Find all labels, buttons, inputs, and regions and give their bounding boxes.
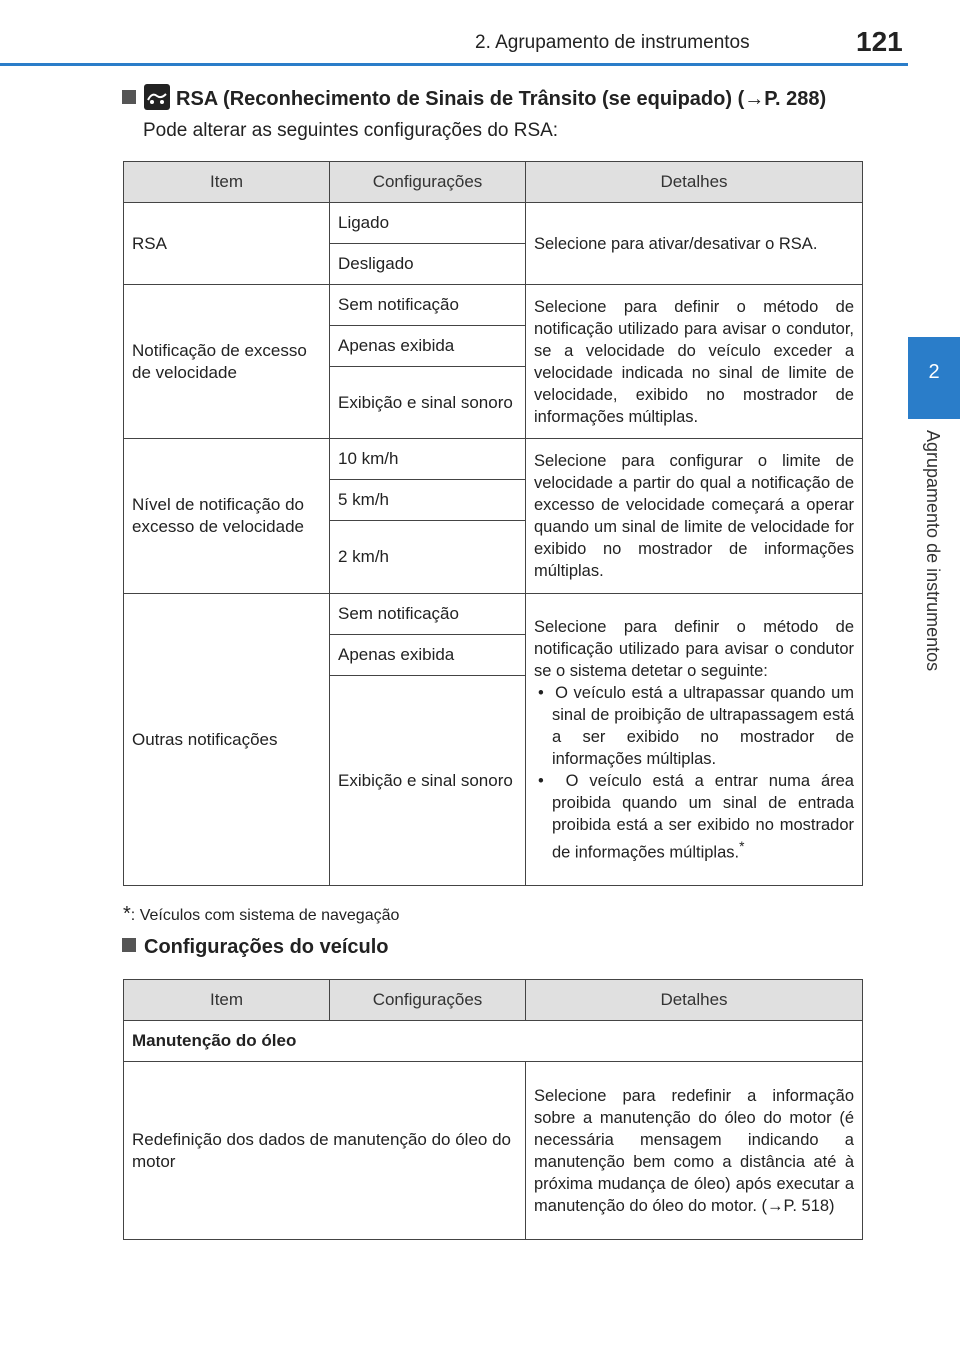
details-intro: Selecione para definir o método de notificação utilizado para avisar o condutor se o sistema detetar o seguinte: bbox=[534, 617, 854, 680]
details-cell: Selecione para ativar/desativar o RSA. bbox=[526, 203, 863, 285]
table-row bbox=[124, 1062, 863, 1240]
setting-cell: Ligado bbox=[330, 203, 526, 244]
table-group-row bbox=[124, 1021, 863, 1062]
section-intro: Pode alterar as seguintes configurações do RSA: bbox=[143, 120, 559, 141]
footnote-marker: * bbox=[739, 838, 745, 854]
setting-cell: Sem notificação bbox=[330, 594, 526, 635]
details-cell: Selecione para configurar o limite de velocidade a partir do qual a notificação de excesso de velocidade começará a operar quando um sinal de limite de velocidade for exibido no mostrador de informações múltiplas. bbox=[526, 439, 863, 594]
section-bullet-icon bbox=[122, 938, 136, 952]
setting-cell: 5 km/h bbox=[330, 480, 526, 521]
column-header: Item bbox=[124, 980, 330, 1021]
setting-cell: Apenas exibida bbox=[330, 326, 526, 367]
setting-cell: 10 km/h bbox=[330, 439, 526, 480]
rsa-sign-icon bbox=[144, 84, 170, 110]
table-header-row bbox=[124, 980, 863, 1021]
column-header: Detalhes bbox=[526, 980, 863, 1021]
footnote bbox=[123, 903, 399, 926]
item-cell: RSA bbox=[124, 203, 330, 285]
setting-cell: 2 km/h bbox=[330, 521, 526, 594]
vehicle-settings-table bbox=[123, 979, 863, 1240]
setting-cell: Apenas exibida bbox=[330, 635, 526, 676]
details-bullet: • O veículo está a ultrapassar quando um sinal de proibição de ultrapassagem está a ser exibido no mostrador de informações múltiplas. bbox=[538, 683, 854, 768]
item-cell: Nível de notificação do excesso de velocidade bbox=[124, 439, 330, 594]
group-cell: Manutenção do óleo bbox=[124, 1021, 863, 1062]
details-bullet: • O veículo está a entrar numa área proibida quando um sinal de entrada proibida está a ser exibido no mostrador de informações múltiplas.* bbox=[538, 771, 854, 862]
chapter-tab-number: 2 bbox=[908, 337, 960, 419]
section-heading-rsa bbox=[122, 84, 826, 111]
details-cell: Selecione para definir o método de notificação utilizado para avisar o condutor, se a velocidade do veículo exceder a velocidade indicada no sinal de limite de velocidade, exibido no mostrador de informações múltiplas. bbox=[526, 285, 863, 439]
table-row bbox=[124, 203, 863, 244]
table-row bbox=[124, 439, 863, 480]
column-header: Detalhes bbox=[526, 162, 863, 203]
setting-cell: Sem notificação bbox=[330, 285, 526, 326]
column-header: Item bbox=[124, 162, 330, 203]
item-cell: Outras notificações bbox=[124, 594, 330, 886]
footnote-star: * bbox=[123, 903, 131, 925]
table-row bbox=[124, 285, 863, 326]
setting-cell: Exibição e sinal sonoro bbox=[330, 676, 526, 886]
table-header-row bbox=[124, 162, 863, 203]
details-cell bbox=[526, 594, 863, 886]
details-cell: Selecione para redefinir a informação sobre a manutenção do óleo do motor (é necessária mensagem indicando a manutenção bem como a distância até à próxima mudança de óleo) após executar a manutenção do óleo do motor. (→P. 518) bbox=[526, 1062, 863, 1240]
header-title: 2. Agrupamento de instrumentos bbox=[475, 32, 750, 53]
setting-cell: Exibição e sinal sonoro bbox=[330, 367, 526, 439]
section-heading-text: Configurações do veículo bbox=[144, 936, 389, 958]
section-heading-vehicle bbox=[122, 936, 388, 959]
item-cell: Notificação de excesso de velocidade bbox=[124, 285, 330, 439]
header-rule bbox=[0, 63, 908, 66]
column-header: Configurações bbox=[330, 162, 526, 203]
chapter-tab-label: Agrupamento de instrumentos bbox=[923, 430, 943, 672]
item-cell: Redefinição dos dados de manutenção do óleo do motor bbox=[124, 1062, 526, 1240]
table-row bbox=[124, 594, 863, 635]
section-heading-text: RSA (Reconhecimento de Sinais de Trânsito (se equipado) (→P. 288) bbox=[176, 88, 827, 110]
setting-cell: Desligado bbox=[330, 244, 526, 285]
section-bullet-icon bbox=[122, 90, 136, 104]
column-header: Configurações bbox=[330, 980, 526, 1021]
page-number: 121 bbox=[856, 26, 903, 57]
rsa-settings-table bbox=[123, 161, 863, 886]
footnote-text: : Veículos com sistema de navegação bbox=[130, 907, 400, 924]
